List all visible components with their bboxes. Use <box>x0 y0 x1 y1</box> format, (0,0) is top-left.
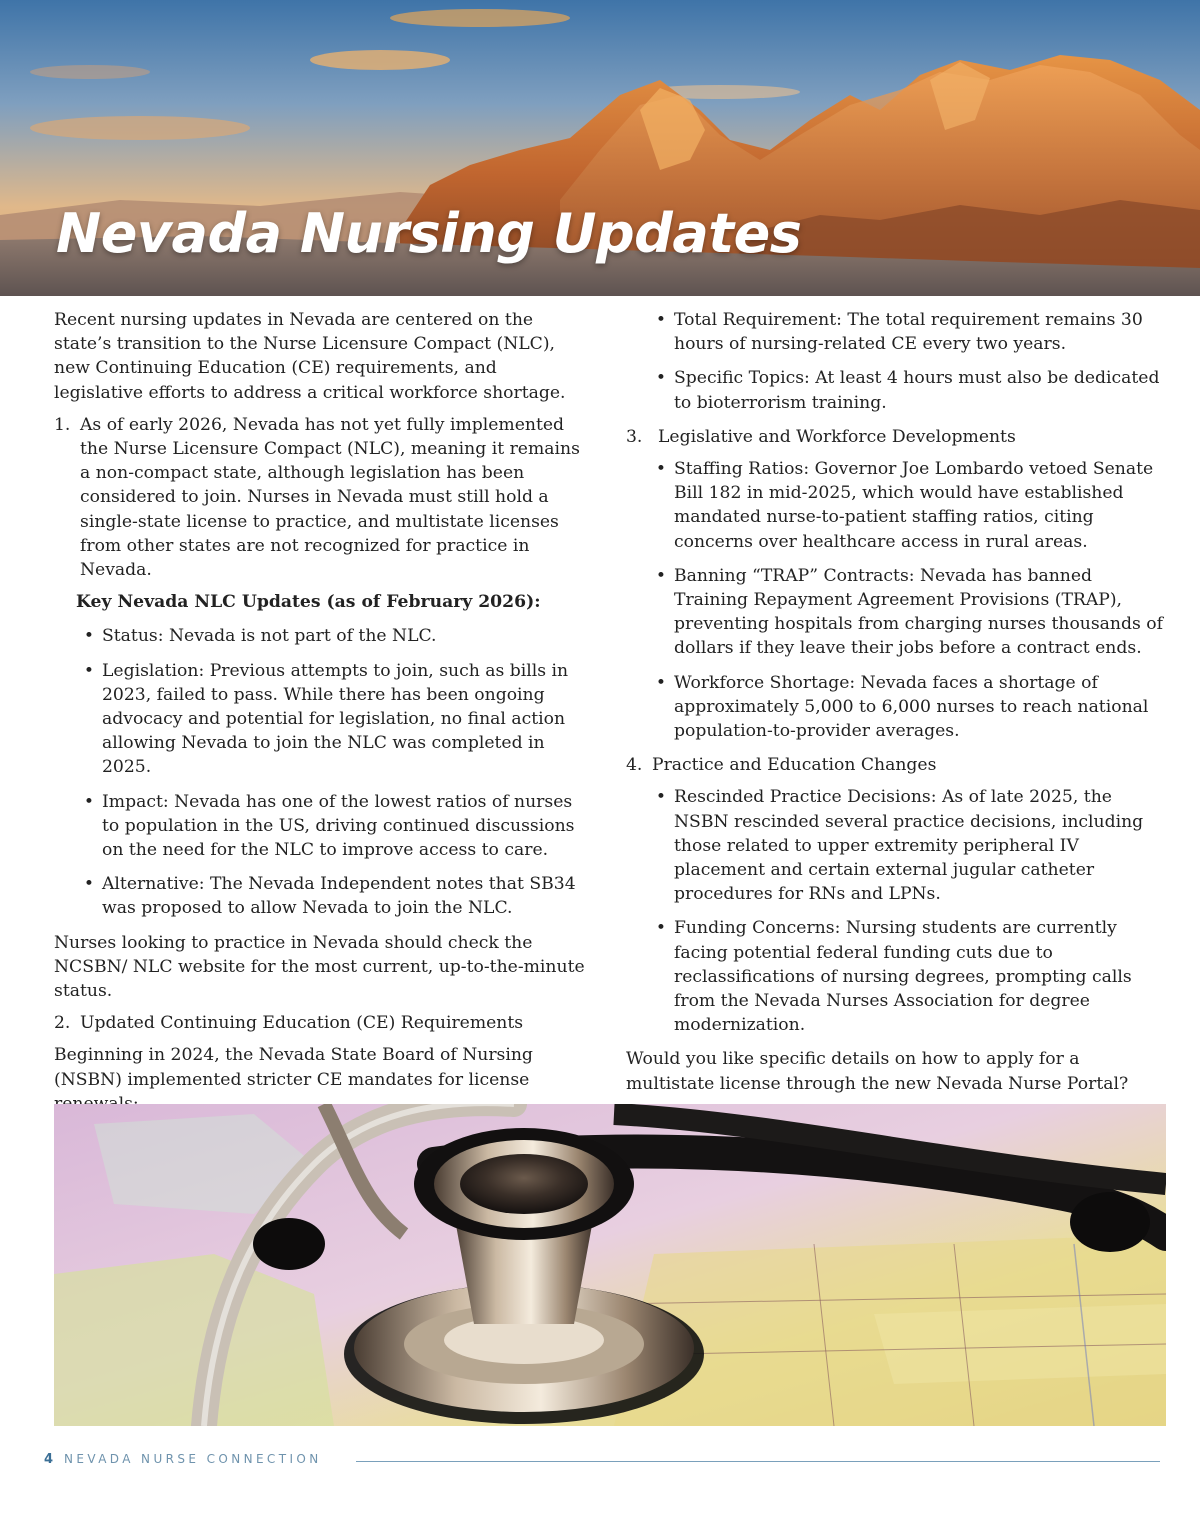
left-column <box>54 308 588 1207</box>
intro-paragraph: Recent nursing updates in Nevada are centered on the state’s transition to the Nurse Licensure Compact (NLC), new Continuing Education (CE) requirements, and legislative efforts to address a critical workforce shortage. <box>54 310 566 403</box>
list-item: • Funding Concerns: Nursing students are currently facing potential federal funding cuts due to reclassifications of nursing degrees, prompting calls from the Nevada Nurses Association for degree modernization. <box>648 916 1166 1037</box>
list-item: • Staffing Ratios: Governor Joe Lombardo vetoed Senate Bill 182 in mid-2025, which would have established mandated nurse-to-patient staffing ratios, citing concerns over healthcare access in rural areas. <box>648 457 1166 554</box>
bullet-icon: • <box>83 626 95 647</box>
bullet-icon: • <box>655 672 667 693</box>
ce-bullets-right <box>626 308 1166 415</box>
section-3-heading: Legislative and Workforce Developments <box>658 426 1016 447</box>
list-item: • Workforce Shortage: Nevada faces a shortage of approximately 5,000 to 6,000 nurses to reach national population-to-provider averages. <box>648 671 1166 744</box>
bullet-icon: • <box>83 791 95 812</box>
ncsbn-note: Nurses looking to practice in Nevada should check the NCSBN/ NLC website for the most current, up-to-the-minute status. <box>54 932 585 1002</box>
page-title: Nevada Nursing Updates <box>56 202 802 265</box>
bullet-icon: • <box>655 565 667 586</box>
header-banner <box>0 0 1200 296</box>
list-item: • Legislation: Previous attempts to join, such as bills in 2023, failed to pass. While there has been ongoing advocacy and potential for legislation, no final action allowing Nevada to join the NLC was completed in 2025. <box>76 659 588 780</box>
right-column <box>626 308 1166 1104</box>
publication-name: NEVADA NURSE CONNECTION <box>64 1452 322 1466</box>
list-item: • Status: Nevada is not part of the NLC. <box>76 624 588 648</box>
key-updates-list <box>54 624 588 920</box>
bullet-icon: • <box>83 874 95 895</box>
section-4-heading: Practice and Education Changes <box>652 755 937 776</box>
list-item: • Banning “TRAP” Contracts: Nevada has banned Training Repayment Agreement Provisions (TRAP), preventing hospitals from charging nurses thousands of dollars if they leave their jobs before a contract ends. <box>648 564 1166 661</box>
page-footer <box>44 1452 1160 1472</box>
closing-question: Would you like specific details on how to apply for a multistate license through the new Nevada Nurse Portal? <box>626 1049 1129 1094</box>
section-3 <box>626 425 1166 449</box>
bullet-icon: • <box>655 918 667 939</box>
bullet-icon: • <box>655 310 667 330</box>
practice-bullets <box>626 785 1166 1037</box>
bullet-icon: • <box>655 787 667 808</box>
section-1 <box>54 413 588 582</box>
section-2-heading: Updated Continuing Education (CE) Requirements <box>80 1013 524 1034</box>
stethoscope-image <box>54 1104 1166 1426</box>
section-1-number: 1. <box>54 414 71 435</box>
section-2-number: 2. <box>54 1013 71 1034</box>
footer-divider <box>356 1461 1160 1462</box>
list-item: • Rescinded Practice Decisions: As of late 2025, the NSBN rescinded several practice decisions, including those related to upper extremity peripheral IV placement and certain external jugular catheter procedures for RNs and LPNs. <box>648 785 1166 906</box>
page-number: 4 <box>44 1452 54 1467</box>
key-updates-heading: Key Nevada NLC Updates (as of February 2026): <box>76 592 541 613</box>
bullet-icon: • <box>655 459 667 480</box>
stethoscope-map-photo <box>54 1104 1166 1426</box>
section-4-number: 4. <box>626 755 643 776</box>
section-2 <box>54 1011 588 1035</box>
list-item: • Impact: Nevada has one of the lowest ratios of nurses to population in the US, driving continued discussions on the need for the NLC to improve access to care. <box>76 790 588 863</box>
bullet-icon: • <box>83 660 95 681</box>
list-item: • Specific Topics: At least 4 hours must also be dedicated to bioterrorism training. <box>648 366 1166 414</box>
ce-intro: Beginning in 2024, the Nevada State Board of Nursing (NSBN) implemented stricter CE mandates for license <box>54 1045 533 1090</box>
section-4 <box>626 753 1166 777</box>
section-3-number: 3. <box>626 426 643 447</box>
legislative-bullets <box>626 457 1166 743</box>
list-item: • Total Requirement: The total requirement remains 30 hours of nursing-related CE every two years. <box>648 308 1166 356</box>
section-1-text: As of early 2026, Nevada has not yet fully implemented the Nurse Licensure Compact (NLC), meaning it remains a non-compact state, although legislation has been considered to join. Nurses in Nevada must still hold a single-state license to practice, and multistate licenses from other states are not recognized for practice in Nevada. <box>80 414 580 581</box>
bullet-icon: • <box>655 368 667 389</box>
list-item: • Alternative: The Nevada Independent notes that SB34 was proposed to allow Nevada to join the NLC. <box>76 872 588 920</box>
